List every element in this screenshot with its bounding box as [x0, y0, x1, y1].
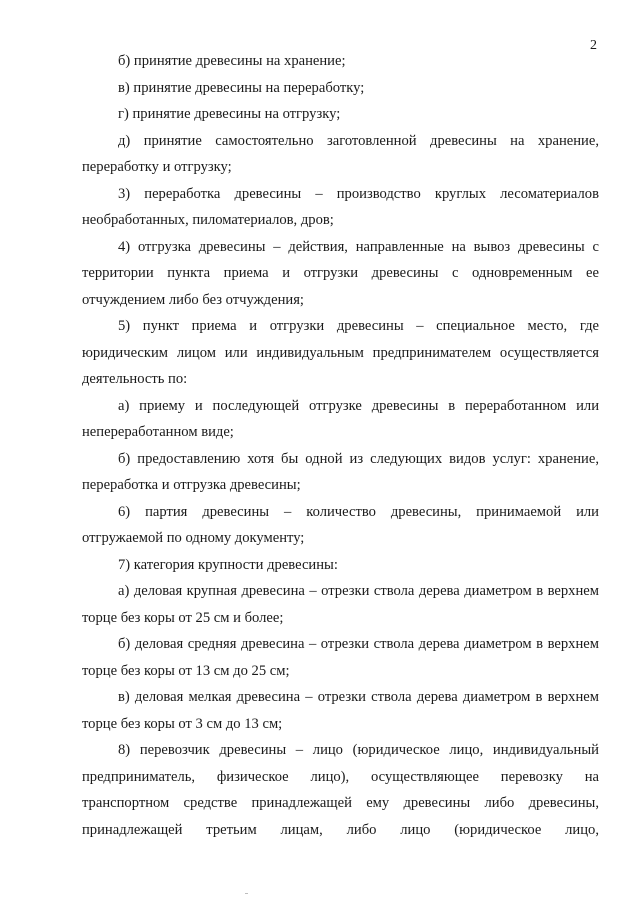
scan-artifact [245, 893, 248, 894]
paragraph-large-wood: а) деловая крупная древесина – отрезки ствола дерева диаметром в верхнем торце без коры от 25 см и более; [82, 583, 599, 626]
paragraph-wood-shipment-definition: 4) отгрузка древесины – действия, направленные на вывоз древесины с территории пункта приема и отгрузки древесины с одновременным ее отчуждением либо без отчуждения; [82, 238, 599, 308]
paragraph-carrier-definition: 8) перевозчик древесины – лицо (юридическое лицо, индивидуальный предприниматель, физическое лицо), осуществляющее перевозку на транспортном средстве принадлежащей ему древесины либо древесины, принадлежащей третьим лицам, либо лицо (юридическое лицо, [82, 742, 599, 838]
paragraph-reception-activity-b: б) предоставлению хотя бы одной из следующих видов услуг: хранение, переработка и отгрузка древесины; [82, 450, 599, 493]
paragraph-reception-point-definition: 5) пункт приема и отгрузки древесины – специальное место, где юридическим лицом или индивидуальным предпринимателем осуществляется деятельность по: [82, 318, 599, 387]
paragraph-wood-processing-definition: 3) переработка древесины – производство круглых лесоматериалов необработанных, пиломатериалов, дров; [82, 185, 599, 228]
paragraph-shipment: г) принятие древесины на отгрузку; [118, 106, 341, 122]
paragraph-self-harvested: д) принятие самостоятельно заготовленной древесины на хранение, переработку и отгрузку; [82, 132, 599, 175]
paragraph-processing: в) принятие древесины на переработку; [118, 79, 365, 96]
paragraph-batch-definition: 6) партия древесины – количество древесины, принимаемой или отгружаемой по одному документу; [82, 503, 599, 546]
paragraph-small-wood: в) деловая мелкая древесина – отрезки ствола дерева диаметром в верхнем торце без коры от 3 см до 13 см; [82, 689, 599, 732]
document-body [82, 48, 599, 843]
paragraph-size-category-heading: 7) категория крупности древесины: [118, 556, 338, 573]
paragraph-medium-wood: б) деловая средняя древесина – отрезки ствола дерева диаметром в верхнем торце без коры от 13 см до 25 см; [82, 636, 599, 679]
page-number: 2 [590, 38, 597, 53]
paragraph-storage: б) принятие древесины на хранение; [118, 53, 346, 69]
paragraph-reception-activity-a: а) приему и последующей отгрузке древесины в переработанном или непереработанном виде; [82, 397, 599, 440]
